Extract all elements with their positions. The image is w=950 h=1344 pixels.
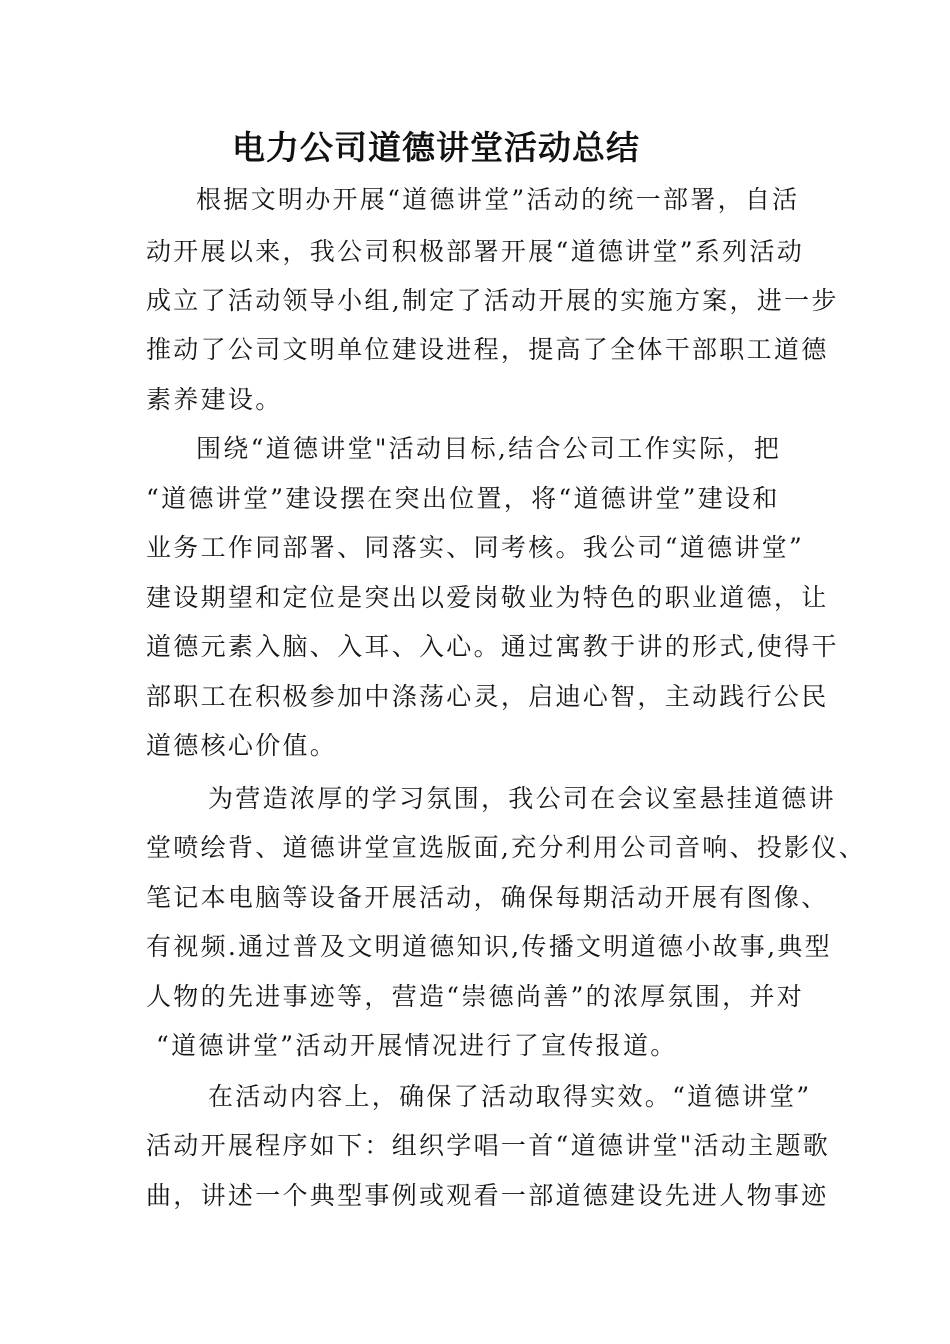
paragraph-3-line-1: 为营造浓厚的学习氛围，我公司在会议室悬挂道德讲 (208, 784, 836, 813)
document-title: 电力公司道德讲堂活动总结 (232, 128, 640, 167)
paragraph-4-line-2: 活动开展程序如下：组织学唱一首“道德讲堂"活动主题歌 (146, 1131, 831, 1160)
paragraph-4-line-3: 曲，讲述一个典型事例或观看一部道德建设先进人物事迹 (146, 1181, 829, 1210)
paragraph-1-line-1: 根据文明办开展“道德讲堂”活动的统一部署，自活 (196, 185, 800, 214)
paragraph-1-line-5: 素养建设。 (146, 385, 283, 414)
paragraph-3-line-2: 堂喷绘背、道德讲堂宣选版面,充分利用公司音响、投影仪、 (146, 833, 867, 862)
paragraph-2-line-7: 道德核心价值。 (146, 731, 338, 760)
paragraph-2-line-4: 建设期望和定位是突出以爱岗敬业为特色的职业道德，让 (146, 583, 829, 612)
paragraph-3-line-5: 人物的先进事迹等，营造“崇德尚善”的浓厚氛围，并对 (146, 982, 805, 1011)
paragraph-4-line-1: 在活动内容上，确保了活动取得实效。“道德讲堂” (208, 1082, 812, 1111)
paragraph-2-line-2: “道德讲堂”建设摆在突出位置，将“道德讲堂”建设和 (146, 484, 780, 513)
paragraph-2-line-3: 业务工作同部署、同落实、同考核。我公司“道德讲堂” (146, 533, 805, 562)
paragraph-1-line-2: 动开展以来，我公司积极部署开展“道德讲堂”系列活动 (146, 237, 805, 266)
paragraph-2-line-6: 部职工在积极参加中涤荡心灵，启迪心智，主动践行公民 (146, 682, 829, 711)
paragraph-1-line-3: 成立了活动领导小组,制定了活动开展的实施方案，进一步 (146, 286, 839, 315)
paragraph-3-line-4: 有视频.通过普及文明道德知识,传播文明道德小故事,典型 (146, 932, 832, 961)
paragraph-2-line-5: 道德元素入脑、入耳、入心。通过寓教于讲的形式,使得干 (146, 632, 839, 661)
paragraph-3-line-6: “道德讲堂”活动开展情况进行了宣传报道。 (156, 1031, 678, 1060)
paragraph-1-line-4: 推动了公司文明单位建设进程，提高了全体干部职工道德 (146, 335, 829, 364)
paragraph-3-line-3: 笔记本电脑等设备开展活动，确保每期活动开展有图像、 (146, 883, 829, 912)
paragraph-2-line-1: 围绕“道德讲堂"活动目标,结合公司工作实际，把 (196, 434, 782, 463)
